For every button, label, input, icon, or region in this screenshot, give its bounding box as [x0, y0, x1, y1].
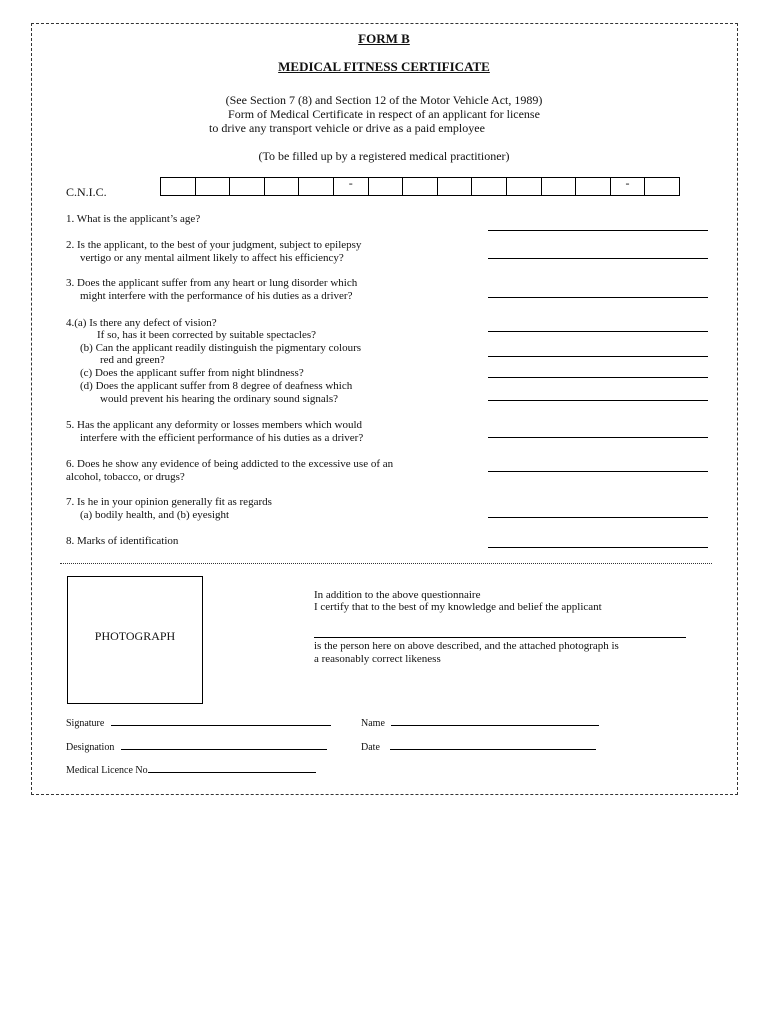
question-4b-cont: red and green?	[100, 354, 165, 366]
name-field	[361, 715, 599, 729]
question-1: 1. What is the applicant’s age?	[66, 213, 201, 225]
answer-line-5[interactable]	[488, 437, 708, 438]
signature-label: Signature	[66, 718, 105, 729]
cnic-digit[interactable]	[230, 178, 265, 195]
answer-line-4a[interactable]	[488, 331, 708, 332]
answer-line-4b[interactable]	[488, 356, 708, 357]
question-3: 3. Does the applicant suffer from any heart or lung disorder which	[66, 277, 358, 289]
signature-field	[66, 715, 331, 729]
licence-line[interactable]	[148, 762, 316, 773]
answer-line-8[interactable]	[488, 547, 708, 548]
question-7: 7. Is he in your opinion generally fit as regards	[66, 496, 272, 508]
question-3-cont: might interfere with the performance of his duties as a driver?	[80, 290, 353, 302]
name-label: Name	[361, 718, 385, 729]
licence-label: Medical Licence No	[66, 765, 148, 776]
cnic-digit[interactable]	[645, 178, 679, 195]
photograph-box[interactable]	[67, 576, 203, 704]
answer-line-6[interactable]	[488, 471, 708, 472]
cnic-digit[interactable]	[403, 178, 438, 195]
intro-line: (See Section 7 (8) and Section 12 of the Motor Vehicle Act, 1989)	[225, 93, 543, 107]
answer-line-4c[interactable]	[488, 377, 708, 378]
certification-line: is the person here on above described, and the attached photograph is	[314, 640, 619, 652]
question-6: 6. Does he show any evidence of being addicted to the excessive use of an	[66, 458, 394, 470]
section-divider	[60, 563, 712, 564]
answer-line-1[interactable]	[488, 230, 708, 231]
question-5-cont: interfere with the efficient performance of his duties as a driver?	[80, 432, 364, 444]
certification-line: a reasonably correct likeness	[314, 653, 441, 665]
form-title: FORM B	[358, 31, 410, 46]
cnic-digit[interactable]	[542, 178, 577, 195]
applicant-name-line[interactable]	[314, 637, 686, 638]
cnic-label: C.N.I.C.	[66, 185, 107, 199]
cnic-digit[interactable]	[438, 178, 473, 195]
date-field	[361, 739, 596, 753]
question-2: 2. Is the applicant, to the best of your judgment, subject to epilepsy	[66, 239, 362, 251]
photograph-label: PHOTOGRAPH	[94, 629, 176, 643]
intro-line: to drive any transport vehicle or drive as a paid employee	[209, 121, 485, 135]
designation-field	[66, 739, 327, 753]
question-8: 8. Marks of identification	[66, 535, 179, 547]
name-line[interactable]	[391, 715, 599, 726]
question-7-cont: (a) bodily health, and (b) eyesight	[80, 509, 230, 521]
cnic-digit[interactable]	[576, 178, 611, 195]
question-4d: (d) Does the applicant suffer from 8 degree of deafness which	[80, 380, 353, 392]
intro-line: Form of Medical Certificate in respect of an applicant for license	[228, 107, 540, 121]
cnic-digit[interactable]	[507, 178, 542, 195]
page-title: MEDICAL FITNESS CERTIFICATE	[278, 59, 490, 74]
practitioner-note: (To be filled up by a registered medical practitioner)	[258, 149, 510, 163]
question-4d-cont: would prevent his hearing the ordinary sound signals?	[100, 393, 338, 405]
answer-line-7[interactable]	[488, 517, 708, 518]
cnic-digit[interactable]	[299, 178, 334, 195]
cnic-digit[interactable]	[265, 178, 300, 195]
cnic-digit[interactable]	[196, 178, 231, 195]
answer-line-2[interactable]	[488, 258, 708, 259]
answer-line-4d[interactable]	[488, 400, 708, 401]
date-label: Date	[361, 742, 380, 753]
question-5: 5. Has the applicant any deformity or losses members which would	[66, 419, 363, 431]
cnic-digit[interactable]	[369, 178, 404, 195]
question-4c: (c) Does the applicant suffer from night blindness?	[80, 367, 304, 379]
cnic-digit[interactable]	[161, 178, 196, 195]
cnic-digit[interactable]	[472, 178, 507, 195]
certification-line: In addition to the above questionnaire	[314, 589, 481, 601]
licence-field	[66, 762, 316, 776]
cnic-dash: -	[334, 178, 369, 195]
question-2-cont: vertigo or any mental ailment likely to affect his efficiency?	[80, 252, 344, 264]
designation-line[interactable]	[121, 739, 327, 750]
question-6-cont: alcohol, tobacco, or drugs?	[66, 471, 185, 483]
answer-line-3[interactable]	[488, 297, 708, 298]
cnic-dash: -	[611, 178, 646, 195]
question-4b: (b) Can the applicant readily distinguish the pigmentary colours	[80, 342, 362, 354]
cnic-input-boxes[interactable]	[160, 177, 680, 196]
question-4a: 4.(a) Is there any defect of vision?	[66, 317, 217, 329]
date-line[interactable]	[390, 739, 596, 750]
question-4a-cont: If so, has it been corrected by suitable spectacles?	[97, 329, 316, 341]
designation-label: Designation	[66, 742, 115, 753]
signature-line[interactable]	[111, 715, 331, 726]
certification-line: I certify that to the best of my knowledge and belief the applicant	[314, 601, 602, 613]
